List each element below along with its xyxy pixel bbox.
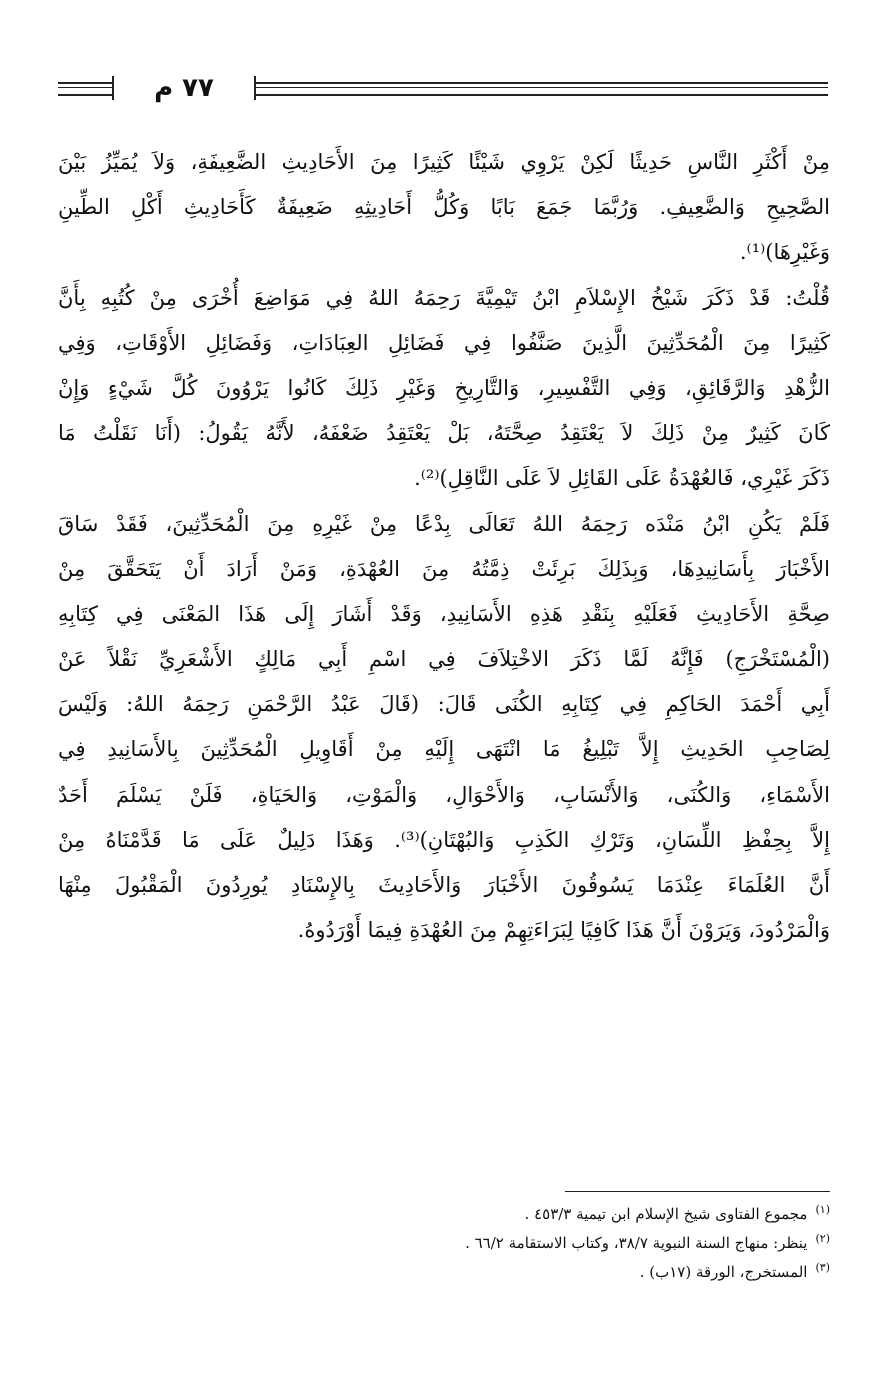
footnote-3 (58, 1258, 830, 1287)
text-line: كَانَ كَثِيرٌ مِنْ ذَلِكَ لاَ يَعْتَقِدُ صِحَّتَهُ، بَلْ يَعْتَقِدُ ضَعْفَهُ، لأَنَّهُ يَقُولُ: (أَنَا نَقَلْتُ مَا (58, 421, 830, 446)
text-line: إِلاَّ بِحِفْظِ اللِّسَانِ، وَتَرْكِ الكَذِبِ وَالبُهْتَانِ)⁽³⁾. وَهَذَا دَلِيلٌ عَلَى مَا قَدَّمْنَاهُ مِنْ (58, 827, 830, 852)
text-line: أَنَّ العُلَمَاءَ عِنْدَمَا يَسُوقُونَ الأَخْبَارَ وَالأَحَادِيثَ بِالإِسْنَادِ يُورِدُونَ الْمَقْبُولَ مِنْهَا (58, 873, 830, 897)
page-header (58, 70, 828, 110)
text-line: قُلْتُ: قَدْ ذَكَرَ شَيْخُ الإِسْلاَمِ ابْنُ تَيْمِيَّةَ رَحِمَهُ اللهُ فِي مَوَاضِعَ أُخْرَى مِنْ كُتُبِهِ بِأَنَّ (58, 285, 830, 310)
footnote-text: مجموع الفتاوى شيخ الإسلام ابن تيمية ٤٥٣/٣ . (524, 1205, 808, 1223)
footnote-marker: (٢) (815, 1232, 830, 1245)
footnote-2 (58, 1229, 830, 1258)
footnote-text: ينظر: منهاج السنة النبوية ٣٨/٧، وكتاب الاستقامة ٦٦/٢ . (465, 1234, 808, 1252)
text-line: كَثِيرًا مِنَ الْمُحَدِّثِينَ الَّذِينَ صَنَّفُوا فِي فَضَائِلِ العِبَادَاتِ، وَفَضَائِلِ الأَوْقَاتِ، وَفِي (58, 330, 830, 355)
text-line: أَبِي أَحْمَدَ الحَاكِمِ فِي كِتَابِهِ الكُنَى قَالَ: (قَالَ عَبْدُ الرَّحْمَنِ رَحِمَهُ اللهُ: وَلَيْسَ (58, 692, 830, 717)
footnote-marker: (١) (815, 1203, 830, 1216)
text-line: وَغَيْرِهَا)⁽¹⁾. (739, 240, 830, 265)
text-line: صِحَّةِ الأَحَادِيثِ فَعَلَيْهِ بِنَقْدِ هَذِهِ الأَسَانِيدِ، وَقَدْ أَشَارَ إِلَى هَذَا المَعْنَى فِي كِتَابِهِ (58, 601, 830, 626)
text-line: الأَسْمَاءِ، وَالكُنَى، وَالأَنْسَابِ، وَالأَحْوَالِ، وَالْمَوْتِ، وَالحَيَاةِ، فَلَنْ يَسْلَمَ أَحَدٌ (58, 782, 830, 807)
header-rule-right (256, 82, 828, 96)
text-line: ذَكَرَ غَيْرِي، فَالعُهْدَةُ عَلَى القَائِلِ لاَ عَلَى النَّاقِلِ)⁽²⁾. (414, 466, 830, 491)
text-line: وَالْمَرْدُودَ، وَيَرَوْنَ أَنَّ هَذَا كَافِيًا لِبَرَاءَتِهِمْ مِنَ العُهْدَةِ فِيمَا أَوْرَدُوهُ. (297, 918, 830, 943)
footnote-marker: (٣) (815, 1261, 830, 1274)
text-line: الأَخْبَارَ بِأَسَانِيدِهَا، وَبِذَلِكَ بَرِئَتْ ذِمَّتُهُ مِنَ العُهْدَةِ، وَمَنْ أَرَادَ أَنْ يَتَحَقَّقَ مِنْ (58, 556, 830, 581)
header-rule-left-cap (112, 76, 114, 100)
page-number: ٧٧ م (154, 73, 214, 103)
footnote-divider (565, 1191, 830, 1192)
footnotes (58, 1200, 830, 1287)
text-line: لِصَاحِبِ الحَدِيثِ إِلاَّ تَبْلِيغُ مَا انْتَهَى إِلَيْهِ مِنْ أَقَاوِيلِ الْمُحَدِّثِينَ بِالأَسَانِيدِ فِي (58, 737, 830, 762)
text-line: الصَّحِيحِ وَالضَّعِيفِ. وَرُبَّمَا جَمَعَ بَابًا وَكُلُّ أَحَادِيثِهِ ضَعِيفَةٌ كَأَحَادِيثِ أَكْلِ الطِّينِ (58, 195, 830, 220)
text-line: مِنْ أَكْثَرِ النَّاسِ حَدِيثًا لَكِنْ يَرْوِي شَيْئًا كَثِيرًا مِنَ الأَحَادِيثِ الضَّعِيفَةِ، وَلاَ يُمَيِّزُ بَيْنَ (58, 150, 830, 174)
text-line: (الْمُسْتَخْرَجِ) فَإِنَّهُ لَمَّا ذَكَرَ الاخْتِلاَفَ فِي اسْمِ أَبِي مَالِكٍ الأَشْعَرِيِّ نَقْلاً عَنْ (58, 647, 830, 672)
body-text (58, 140, 830, 953)
text-line: فَلَمْ يَكُنِ ابْنُ مَنْدَه رَحِمَهُ اللهُ تَعَالَى بِدْعًا مِنْ غَيْرِهِ مِنَ الْمُحَدِّثِينَ، فَقَدْ سَاقَ (58, 511, 830, 536)
header-rule-left (58, 82, 112, 96)
footnote-1 (58, 1200, 830, 1229)
footnote-text: المستخرج، الورقة (١٧ب) . (639, 1263, 808, 1281)
text-line: الزُّهْدِ وَالرَّقَائِقِ، وَفِي التَّفْسِيرِ، وَالتَّارِيخِ وَغَيْرِ ذَلِكَ كَانُوا يَرْوُونَ كُلَّ شَيْءٍ وَإِنْ (58, 375, 830, 400)
